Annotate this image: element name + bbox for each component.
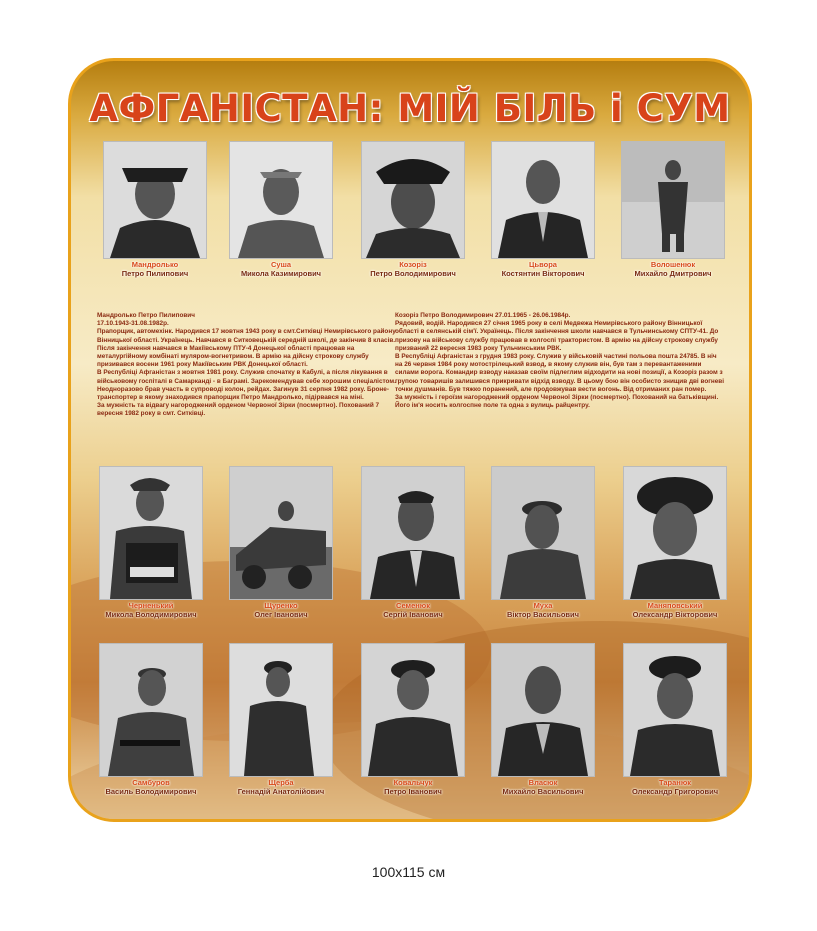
board-title: АФГАНІСТАН: МІЙ БІЛЬ і СУМ (89, 87, 731, 130)
surname: Семенюк (396, 601, 430, 610)
portrait-photo (229, 141, 333, 259)
surname: Власюк (528, 778, 558, 787)
given-name: Михайло Дмитрович (634, 269, 712, 278)
bio-line: За мужність та відвагу нагороджений орденом Червоної Зірки (посмертно). Похований 7 вересня 1982 року в смт. Ситківці. (97, 402, 380, 418)
given-name: Олександр Вікторович (632, 610, 718, 619)
portrait-caption (229, 778, 333, 796)
surname: Козоріз (399, 260, 427, 269)
surname: Щуренко (264, 601, 298, 610)
portrait-caption (491, 778, 595, 796)
given-name: Михайло Васильович (502, 787, 584, 796)
portrait-card (491, 643, 595, 796)
bio-line: За мужність і героїзм нагороджений орденом Червоної Зірки (посмертно). Похований на батьківщині. Його ім'я носить колгоспне поле та одна з вулиць райцентру. (395, 394, 719, 410)
given-name: Олександр Григорович (631, 787, 719, 796)
portrait-caption (623, 601, 727, 619)
portrait-caption (491, 601, 595, 619)
surname: Волошенюк (650, 260, 696, 269)
portrait-photo (491, 643, 595, 777)
portrait-caption (229, 601, 333, 619)
portrait-card (491, 466, 595, 619)
surname: Мандролько (131, 260, 179, 269)
surname: Таранюк (658, 778, 691, 787)
bio-line: 17.10.1943-31.08.1982р. (97, 320, 169, 328)
portrait-card (99, 466, 203, 619)
memorial-board (68, 58, 752, 822)
surname: Суша (270, 260, 291, 269)
biography-kozoriz (395, 312, 725, 410)
given-name: Петро Володимирович (370, 269, 456, 278)
surname: Муха (533, 601, 553, 610)
portrait-caption (491, 260, 595, 278)
portrait-caption (361, 778, 465, 796)
size-label: 100х115 см (371, 864, 446, 880)
given-name: Петро Іванович (384, 787, 442, 796)
portrait-caption (361, 260, 465, 278)
surname: Щерба (268, 778, 294, 787)
biography-mandrolko (97, 312, 397, 419)
portrait-photo (361, 643, 465, 777)
bio-line: Рядовий, водій. Народився 27 січня 1965 року в селі Медвежа Немирівського району Вінницької області в селянській сім'ї. Українець. Після закінчення школи навчався в Тульчинському СПТУ-41. До призову на військову службу працював в колгоспі трактористом. В армію на дійсну строкову службу призваний 22 вересня 1983 року Тульчинським РВК. (395, 320, 719, 352)
portrait-card (623, 466, 727, 619)
portrait-photo (229, 643, 333, 777)
portrait-card (621, 141, 725, 278)
bio-line: Мандролько Петро Пилипович (97, 312, 195, 319)
portrait-card (103, 141, 207, 278)
portrait-photo (99, 466, 203, 600)
portrait-photo (103, 141, 207, 259)
given-name: Костянтин Вікторович (501, 269, 585, 278)
portrait-photo (361, 466, 465, 600)
portrait-photo (621, 141, 725, 259)
portrait-caption (99, 778, 203, 796)
portrait-card (623, 643, 727, 796)
bio-line: Прапорщик, автомехінк. Народився 17 жовтня 1943 року в смт.Ситківці Немирівського району Вінницької області. Українець. Навчався в Ситковецькій середній школі, де закінчив 8 класів. Після закінчення навчався в Макіївському ПТУ-4 Донецької області працював на металургійному комбінаті муляром-вогнетривом. В армію на дійсну строкову службу призивався восени 1961 року Макіївським РВК Донецької області. (97, 328, 396, 369)
portrait-card (491, 141, 595, 278)
portrait-photo (99, 643, 203, 777)
portrait-card (361, 466, 465, 619)
portrait-card (361, 141, 465, 278)
surname: Самбурoв (132, 778, 170, 787)
portrait-photo (229, 466, 333, 600)
portrait-photo (623, 466, 727, 600)
bio-line: В Республіці Афганістан з грудня 1983 року. Служив у військовій частині польова пошта 24785. В ніч на 26 червня 1984 року мотострілецький взвод, в якому служив він, був там з перевантаженими силами ворога. Командир взводу наказав своїм підлеглим відходити на нові позиції, а Козоріз разом з групою товаришів залишився прикривати відхід взводу. В цьому бою він особисто знищив дві вогневі точки душманів. Був тяжко поранений, але продовжував вести вогонь. Від отриманих ран помер. (395, 353, 725, 393)
portrait-photo (623, 643, 727, 777)
portrait-card (361, 643, 465, 796)
surname: Цьвора (529, 260, 557, 269)
portrait-caption (103, 260, 207, 278)
portrait-card (99, 643, 203, 796)
portrait-caption (361, 601, 465, 619)
given-name: Сергій Іванович (383, 610, 443, 619)
portrait-photo (361, 141, 465, 259)
given-name: Геннадій Анатолійович (237, 787, 325, 796)
portrait-caption (623, 778, 727, 796)
given-name: Олег Іванович (254, 610, 308, 619)
given-name: Микола Володимирович (105, 610, 197, 619)
portrait-card (229, 466, 333, 619)
portrait-caption (229, 260, 333, 278)
surname: Ковальчук (393, 778, 433, 787)
bio-line: В Республіці Афганістан з жовтня 1981 року. Служив спочатку в Кабулі, а після лікування в військовому госпіталі в Самарканді - в Баграмі. Зарекомендував себе хорошим спеціалістом. Неодноразово брав участь в супроводі колон, рейдах. Загинув 31 серпня 1982 року. Броне-транспортер в якому знаходився прапорщик Петро Мандролько, підірвався на міні. (97, 369, 396, 402)
portrait-caption (99, 601, 203, 619)
portrait-caption (621, 260, 725, 278)
portrait-card (229, 141, 333, 278)
portrait-card (229, 643, 333, 796)
given-name: Микола Казимирович (240, 269, 322, 278)
given-name: Петро Пилипович (121, 269, 189, 278)
portrait-photo (491, 466, 595, 600)
surname: Черненький (128, 601, 174, 610)
given-name: Василь Володимирович (105, 787, 197, 796)
portrait-photo (491, 141, 595, 259)
bio-line: Козоріз Петро Володимирович 27.01.1965 - 26.06.1984р. (395, 312, 571, 319)
given-name: Віктор Васильович (507, 610, 579, 619)
surname: Маняповський (647, 601, 703, 610)
